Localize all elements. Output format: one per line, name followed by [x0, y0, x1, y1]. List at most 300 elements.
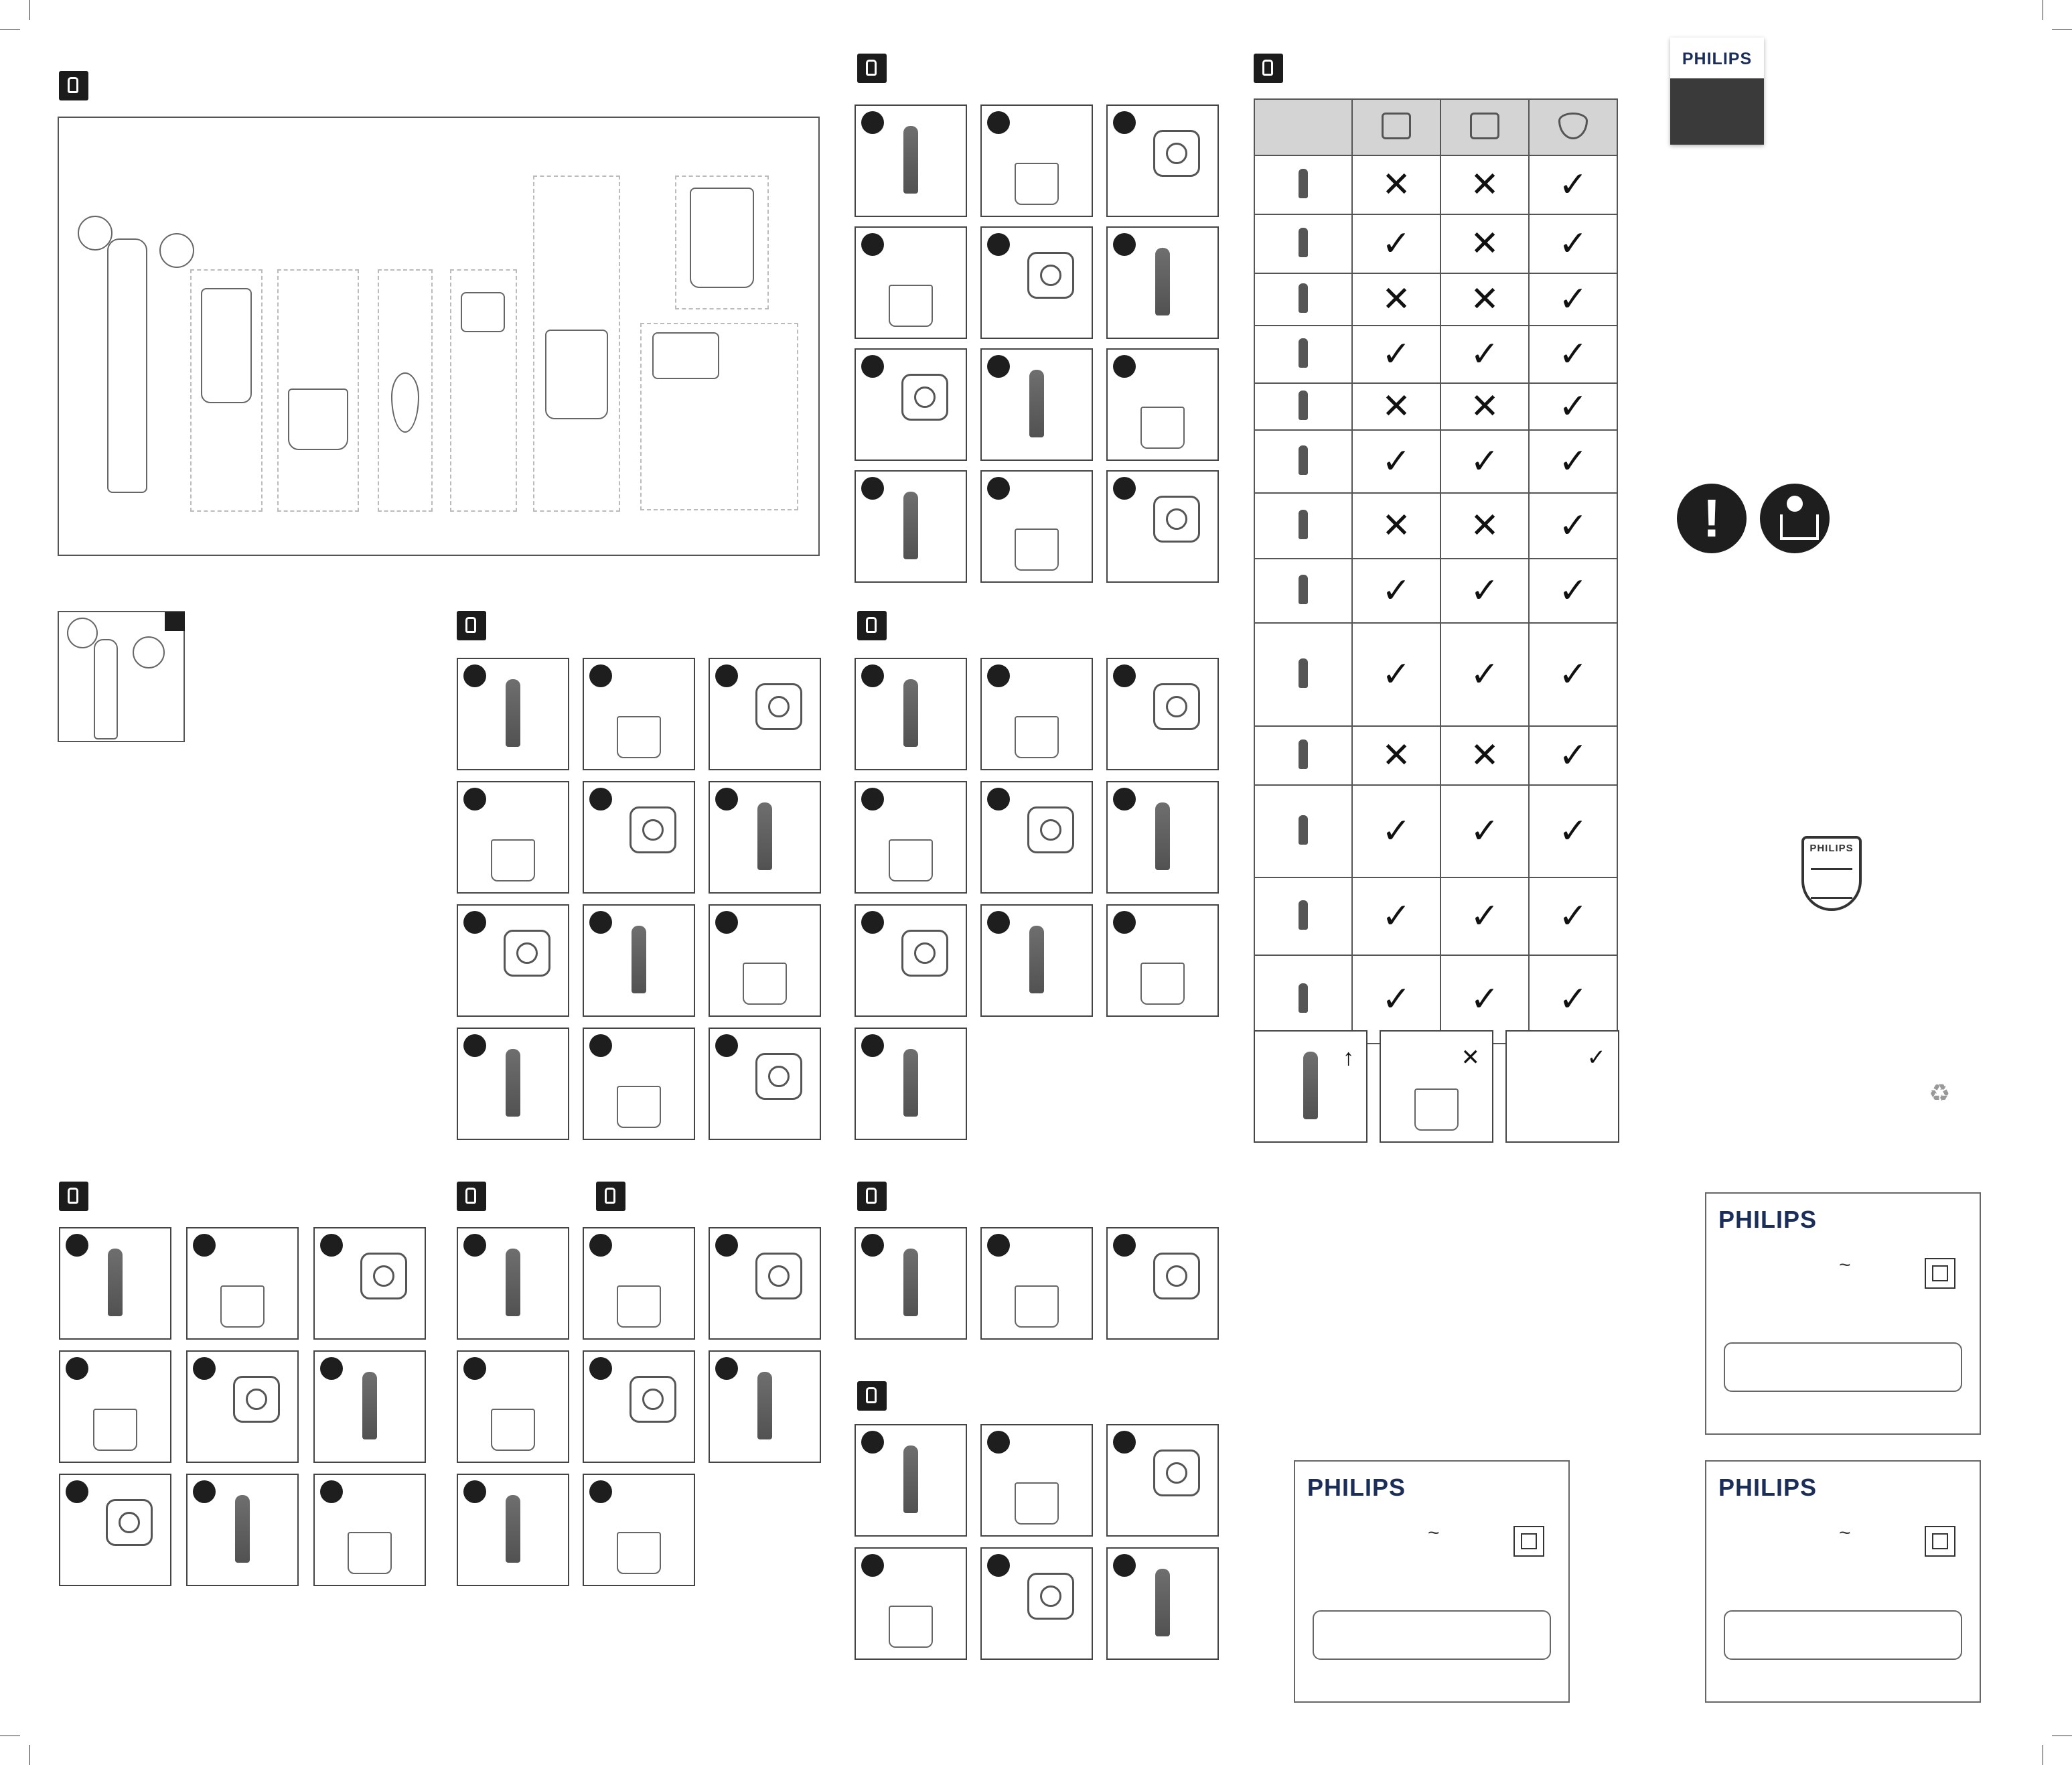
cross-mark-icon: ✕: [1470, 279, 1499, 320]
voltage-symbol: ~: [1428, 1522, 1440, 1544]
motor-unit-illustration: [632, 926, 646, 994]
voltage-symbol: ~: [1839, 1254, 1851, 1276]
dishwasher-icon-shape: [1470, 113, 1499, 139]
part-icon: [1299, 510, 1308, 539]
cross-mark-icon: ✕: [1470, 506, 1499, 546]
cleaning-mark-cell: [1352, 726, 1440, 785]
storage-pot-steps-step: [980, 658, 1093, 770]
step-number-badge: [987, 911, 1010, 934]
part-icon: [1299, 283, 1308, 313]
step-number-badge: [193, 1480, 216, 1503]
bowl-illustration: [348, 1532, 392, 1573]
beaker-steps-step: [709, 904, 821, 1017]
part-icon: [1299, 900, 1308, 930]
cloth-icon: [1529, 99, 1617, 155]
part-thumbnail: [1254, 726, 1352, 785]
cleaning-table-row: [1254, 155, 1617, 214]
step-number-badge: [1113, 1431, 1136, 1454]
check-mark-icon: ✓: [1558, 506, 1588, 546]
defrost-section-icon: [857, 1182, 887, 1211]
motor-unit-illustration: [903, 126, 918, 194]
cleaning-mark-cell: [1440, 214, 1529, 273]
power-socket-icon: [755, 683, 802, 730]
power-socket-icon: [630, 806, 676, 853]
corner-badge: [165, 612, 185, 631]
check-mark-icon: ✓: [1558, 571, 1588, 611]
step-number-badge: [1113, 233, 1136, 256]
cross-mark-icon: ✕: [1470, 735, 1499, 776]
cross-mark-icon: ✕: [1470, 165, 1499, 205]
class-ii-symbol: [1925, 1526, 1955, 1557]
step-number-badge: [66, 1234, 88, 1257]
cleaning-mark-cell: [1440, 623, 1529, 726]
step-number-badge: [463, 1234, 486, 1257]
bowl-illustration: [617, 1086, 661, 1127]
cleaning-mark-cell: [1352, 877, 1440, 955]
step-number-badge: [987, 233, 1010, 256]
xl-bowl: [690, 188, 754, 288]
whisk-beater-steps-step: [457, 1474, 569, 1586]
check-mark-icon: ✓: [1558, 279, 1588, 320]
check-mark-icon: ✓: [1470, 811, 1499, 851]
step-number-badge: [987, 477, 1010, 500]
step-number-badge: [1113, 477, 1136, 500]
step-number-badge: [987, 355, 1010, 378]
check-mark-icon: ✓: [1382, 811, 1411, 851]
cross-mark-icon: ✕: [1382, 279, 1411, 320]
check-mark-icon: ✓: [1558, 165, 1588, 205]
part-icon: [1299, 575, 1308, 604]
motor-unit-illustration: [362, 1372, 377, 1440]
speed-selector-callout: [78, 216, 113, 251]
cleaning-tip-no-rinse-motor: ✕: [1380, 1030, 1493, 1143]
motor-unit-illustration: [903, 1249, 918, 1317]
step-number-badge: [861, 1234, 884, 1257]
whisk-section-icon: [457, 1182, 486, 1211]
motor-unit-illustration: [1155, 802, 1170, 871]
cleaning-table-row: [1254, 623, 1617, 726]
spiralizer-section-icon: [857, 1381, 887, 1411]
bowl-illustration: [1140, 407, 1185, 448]
check-mark-icon: ✓: [1382, 571, 1411, 611]
step-number-badge: [987, 664, 1010, 687]
chopper-bowl: [545, 330, 608, 419]
cleaning-mark-cell: [1352, 155, 1440, 214]
step-number-badge: [589, 1234, 612, 1257]
power-socket-icon: [1153, 1450, 1200, 1496]
cleaning-mark-cell: [1440, 273, 1529, 326]
check-mark-icon: ✓: [1558, 386, 1588, 427]
check-mark-icon: ✓: [1470, 441, 1499, 482]
step-number-badge: [463, 664, 486, 687]
motor-unit-illustration: [1029, 370, 1044, 438]
cleaning-tip-detach: ↑: [1254, 1030, 1367, 1143]
storage-pot-steps-step: [1106, 658, 1219, 770]
cleaning-mark-cell: [1529, 214, 1617, 273]
part-icon: [1299, 445, 1308, 475]
beater-section-icon: [596, 1182, 625, 1211]
cleaning-mark-cell: [1440, 726, 1529, 785]
cleaning-table-row: [1254, 726, 1617, 785]
part-thumbnail: [1254, 559, 1352, 623]
spiralizer-steps-step: [1106, 1547, 1219, 1660]
step-number-badge: [987, 1431, 1010, 1454]
cleaning-mark-cell: [1529, 155, 1617, 214]
cross-mark-icon: ✕: [1470, 224, 1499, 264]
card-brand: PHILIPS: [1718, 1474, 1818, 1501]
step-number-badge: [463, 788, 486, 810]
registration-card-top: [1705, 1192, 1981, 1435]
storage-pot-steps-step: [980, 781, 1093, 894]
beaker-steps-step: [457, 658, 569, 770]
cleaning-mark-cell: [1352, 326, 1440, 383]
motor-unit-illustration: [903, 679, 918, 748]
bowl-illustration: [889, 285, 933, 326]
chopper-steps-step: [855, 226, 967, 339]
cleaning-mark-cell: [1352, 785, 1440, 877]
defrost-steps-step: [1106, 1227, 1219, 1340]
bowl-illustration: [220, 1285, 265, 1327]
motor-unit: [94, 639, 118, 739]
chopper-steps-step: [1106, 470, 1219, 583]
blender-steps-step: [313, 1227, 426, 1340]
cleaning-mark-cell: [1352, 559, 1440, 623]
brand-logo: PHILIPS: [1682, 50, 1753, 68]
blender-steps-step: [186, 1474, 299, 1586]
cleaning-mark-cell: [1529, 493, 1617, 559]
step-number-badge: [463, 911, 486, 934]
cross-mark-icon: ✕: [1382, 506, 1411, 546]
cleaning-mark-cell: [1352, 493, 1440, 559]
spiralizer-steps-step: [980, 1424, 1093, 1537]
chopper-steps-step: [855, 104, 967, 217]
cross-mark-icon: ✕: [1382, 386, 1411, 427]
storage-pot-steps-step: [980, 904, 1093, 1017]
storage-pot-steps-step: [1106, 781, 1219, 894]
step-number-badge: [589, 1357, 612, 1380]
whisk-beater-steps-step: [457, 1350, 569, 1463]
cleaning-mark-cell: [1529, 559, 1617, 623]
blender-steps-step: [313, 1474, 426, 1586]
cleaning-mark-cell: [1529, 623, 1617, 726]
cleaning-mark-cell: [1529, 273, 1617, 326]
check-mark-icon: ✓: [1558, 654, 1588, 695]
step-number-badge: [463, 1480, 486, 1503]
check-mark-icon: ✓: [1558, 224, 1588, 264]
part-icon: [1299, 338, 1308, 368]
power-socket-icon: [901, 930, 948, 977]
cross-mark-icon: ✕: [1470, 386, 1499, 427]
cleaning-table-row: [1254, 785, 1617, 877]
cleaning-mark-cell: [1440, 559, 1529, 623]
beaker-steps-step: [583, 658, 695, 770]
overview-section-icon: [59, 71, 88, 100]
defrost-steps-step: [855, 1227, 967, 1340]
part-thumbnail: [1254, 493, 1352, 559]
travel-beaker: [201, 288, 252, 403]
bowl-illustration: [1015, 528, 1059, 570]
check-mark-icon: ✓: [1558, 735, 1588, 776]
speed-selector-callout: [67, 618, 98, 648]
step-number-badge: [861, 1431, 884, 1454]
cleaning-mark-cell: [1352, 273, 1440, 326]
part-icon: [1299, 983, 1308, 1013]
step-number-badge: [320, 1234, 343, 1257]
part-thumbnail: [1254, 273, 1352, 326]
check-mark-icon: ✓: [1558, 979, 1588, 1019]
step-number-badge: [715, 1034, 738, 1057]
cleaning-section-icon: [1254, 54, 1283, 83]
part-icon: [1299, 815, 1308, 845]
bowl-illustration: [617, 1532, 661, 1573]
step-number-badge: [589, 1034, 612, 1057]
chopper-steps-step: [980, 470, 1093, 583]
step-number-badge: [861, 911, 884, 934]
cleaning-mark-cell: [1440, 383, 1529, 430]
step-number-badge: [589, 911, 612, 934]
philips-shield-emblem: [1801, 836, 1862, 911]
step-number-badge: [861, 1554, 884, 1577]
tap-icon-shape: [1382, 113, 1411, 139]
whisk-beater-steps-step: [457, 1227, 569, 1340]
power-socket-icon: [1153, 130, 1200, 177]
crop-mark: [2052, 29, 2072, 30]
bowl-illustration: [1015, 1285, 1059, 1327]
spiralizer-steps-step: [855, 1547, 967, 1660]
motor-unit-illustration: [235, 1495, 250, 1563]
motor-unit-illustration: [757, 1372, 772, 1440]
cleaning-mark-cell: [1440, 155, 1529, 214]
cleaning-mark-cell: [1352, 383, 1440, 430]
cleaning-mark-cell: [1352, 623, 1440, 726]
beater-gearbox: [461, 292, 505, 332]
check-mark-icon: ✓: [1558, 441, 1588, 482]
cleaning-mark-cell: [1352, 214, 1440, 273]
bowl-illustration: [1015, 1482, 1059, 1524]
beaker-steps-step: [457, 781, 569, 894]
cleaning-tip-dry-parts: ✓: [1505, 1030, 1619, 1143]
class-ii-symbol: [1925, 1258, 1955, 1289]
cleaning-table-row: [1254, 326, 1617, 383]
check-mark-icon: ✓: [1470, 571, 1499, 611]
step-number-badge: [463, 1357, 486, 1380]
storage-pot-section-icon: [857, 611, 887, 640]
part-thumbnail: [1254, 383, 1352, 430]
card-field: [1724, 1342, 1962, 1392]
blender-section-icon: [59, 1182, 88, 1211]
chopper-steps-step: [980, 104, 1093, 217]
reader-head: [1787, 496, 1803, 512]
cleaning-mark-cell: [1529, 785, 1617, 877]
beaker-steps-step: [457, 904, 569, 1017]
step-number-badge: [987, 111, 1010, 134]
read-manual-icon: [1760, 484, 1830, 553]
speed-indicator-callout: [159, 233, 194, 268]
storage-pot-steps-step: [855, 781, 967, 894]
header-blank: [1254, 99, 1352, 155]
step-number-badge: [1113, 1234, 1136, 1257]
cleaning-mark-cell: [1440, 785, 1529, 877]
bowl-illustration: [1015, 163, 1059, 204]
part-icon: [1299, 739, 1308, 769]
cleaning-table-row: [1254, 214, 1617, 273]
crop-mark: [0, 29, 20, 30]
cleaning-mark-cell: [1440, 877, 1529, 955]
step-number-badge: [1113, 1554, 1136, 1577]
part-thumbnail: [1254, 877, 1352, 955]
blender-steps-step: [186, 1350, 299, 1463]
check-mark-icon: ✓: [1382, 654, 1411, 695]
speed-indicator-callout: [133, 636, 165, 668]
check-mark-icon: ✓: [1382, 224, 1411, 264]
card-field: [1313, 1610, 1551, 1660]
motor-unit-illustration: [506, 1249, 520, 1317]
cleaning-table-row: [1254, 493, 1617, 559]
cloth-icon-shape: [1558, 113, 1588, 139]
power-socket-icon: [504, 930, 550, 977]
step-number-badge: [861, 111, 884, 134]
motor-unit-illustration: [903, 1445, 918, 1514]
check-mark-icon: ✓: [1470, 979, 1499, 1019]
spiralizer-head: [652, 332, 719, 379]
beaker-steps-step: [709, 1028, 821, 1140]
check-mark-icon: ✓: [1382, 896, 1411, 936]
motor-unit-illustration: [903, 1049, 918, 1117]
recycle-icon: ♻: [1929, 1080, 1951, 1107]
step-number-badge: [987, 1234, 1010, 1257]
step-number-badge: [66, 1480, 88, 1503]
cross-mark-icon: ✕: [1382, 735, 1411, 776]
step-number-badge: [320, 1480, 343, 1503]
card-brand: PHILIPS: [1718, 1206, 1818, 1233]
step-number-badge: [193, 1357, 216, 1380]
book-shape: [1780, 514, 1819, 540]
power-socket-icon: [1027, 806, 1074, 853]
motor-unit-illustration: [506, 1049, 520, 1117]
chopper-steps-step: [855, 348, 967, 461]
storage-pot-steps-step: [855, 904, 967, 1017]
emblem-waves: [1811, 868, 1852, 899]
blender-steps-step: [59, 1227, 171, 1340]
storage-pot-steps-step: [855, 1028, 967, 1140]
step-number-badge: [715, 664, 738, 687]
part-thumbnail: [1254, 430, 1352, 493]
power-socket-icon: [901, 374, 948, 421]
step-number-badge: [715, 788, 738, 810]
step-number-badge: [1113, 664, 1136, 687]
check-mark-icon: ✓: [1382, 441, 1411, 482]
cleaning-table-row: [1254, 430, 1617, 493]
speed-detail-panel: [58, 611, 185, 742]
motor-unit-illustration: [1029, 926, 1044, 994]
check-mark-icon: ✓: [1470, 896, 1499, 936]
cleaning-mark-cell: [1529, 726, 1617, 785]
step-number-badge: [861, 355, 884, 378]
power-socket-icon: [1027, 252, 1074, 299]
bowl-illustration: [1015, 716, 1059, 758]
check-mark-icon: ✓: [1382, 979, 1411, 1019]
chopper-steps-step: [1106, 104, 1219, 217]
bowl-illustration: [1140, 963, 1185, 1004]
step-number-badge: [861, 788, 884, 810]
blender-steps-step: [186, 1227, 299, 1340]
check-mark-icon: ✓: [1558, 811, 1588, 851]
card-brand: PHILIPS: [1307, 1474, 1406, 1501]
power-socket-icon: [1027, 1573, 1074, 1620]
cleaning-table: [1254, 98, 1618, 1044]
class-ii-symbol: [1513, 1526, 1544, 1557]
spiralizer-steps-step: [1106, 1424, 1219, 1537]
cleaning-mark-cell: [1529, 383, 1617, 430]
step-number-badge: [1113, 111, 1136, 134]
step-number-badge: [715, 1234, 738, 1257]
step-number-badge: [66, 1357, 88, 1380]
cleaning-mark-cell: [1529, 877, 1617, 955]
step-number-badge: [1113, 355, 1136, 378]
spiralizer-steps-step: [980, 1547, 1093, 1660]
part-thumbnail: [1254, 785, 1352, 877]
brand-tab: [1670, 38, 1764, 145]
beaker-steps-step: [709, 781, 821, 894]
part-thumbnail: [1254, 214, 1352, 273]
bowl-illustration: [889, 1606, 933, 1647]
whisk-beater-steps-step: [709, 1227, 821, 1340]
step-number-badge: [589, 1480, 612, 1503]
check-mark-icon: ✓: [1470, 654, 1499, 695]
part-thumbnail: [1254, 326, 1352, 383]
blender-steps-step: [59, 1350, 171, 1463]
step-number-badge: [987, 1554, 1010, 1577]
bowl-illustration: [617, 1285, 661, 1327]
exclamation-icon: !: [1677, 484, 1747, 553]
cross-mark-icon: ✕: [1382, 165, 1411, 205]
check-mark-icon: ✓: [1382, 334, 1411, 374]
chopper-steps-step: [980, 226, 1093, 339]
motor-unit-illustration: [757, 802, 772, 871]
step-number-badge: [861, 477, 884, 500]
part-icon: [1299, 169, 1308, 198]
beaker-steps-step: [583, 1028, 695, 1140]
hand-blender-motor-unit: [107, 238, 147, 493]
whisk-beater-steps-step: [583, 1474, 695, 1586]
beaker-section-icon: [457, 611, 486, 640]
motor-unit-illustration: [506, 679, 520, 748]
emblem-text: PHILIPS: [1809, 843, 1854, 854]
check-mark-icon: ✓: [1470, 334, 1499, 374]
cleaning-mark-cell: [1529, 430, 1617, 493]
whisk-beater-steps-step: [583, 1350, 695, 1463]
power-socket-icon: [755, 1053, 802, 1100]
power-socket-icon: [630, 1376, 676, 1423]
storage-pot-steps-step: [1106, 904, 1219, 1017]
storage-pot: [288, 389, 348, 450]
chopper-steps-step: [855, 470, 967, 583]
step-number-badge: [1113, 911, 1136, 934]
bowl-illustration: [491, 1409, 535, 1450]
motor-unit-illustration: [903, 492, 918, 560]
voltage-symbol: ~: [1839, 1522, 1851, 1544]
step-number-badge: [861, 664, 884, 687]
chopper-section-icon: [857, 54, 887, 83]
step-number-badge: [589, 664, 612, 687]
beaker-steps-step: [583, 781, 695, 894]
blender-steps-step: [59, 1474, 171, 1586]
power-socket-icon: [360, 1253, 407, 1299]
cleaning-table-row: [1254, 877, 1617, 955]
cleaning-mark-cell: [1440, 326, 1529, 383]
cleaning-mark-cell: [1529, 326, 1617, 383]
bowl-illustration: [617, 716, 661, 758]
